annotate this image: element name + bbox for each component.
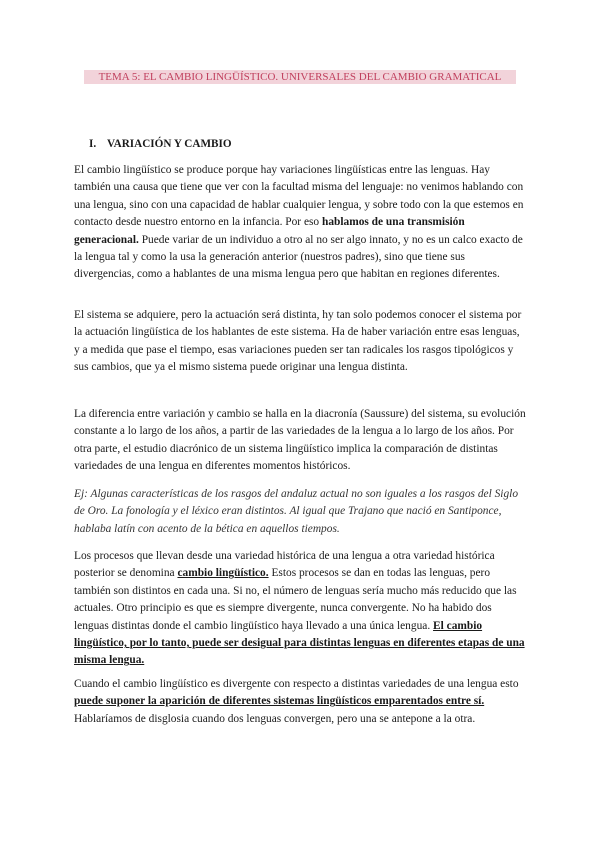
paragraph-5-conclusion: El cambio lingüístico, por lo tanto, puede ser desigual para distintas lenguas en diferentes etapas de una misma lengua. xyxy=(74,619,525,667)
paragraph-3: La diferencia entre variación y cambio se halla en la diacronía (Saussure) del sistema, su evolución constante a lo largo de los años, a partir de las variedades de la lengua a lo largo de los años. Por otra parte, el estudio diacrónico de un sistema lingüístico implica la comparación de distintas variedades de una lengua en diferentes momentos históricos. xyxy=(74,408,526,473)
paragraph-2: El sistema se adquiere, pero la actuación será distinta, hy tan solo podemos conocer el sistema por la actuación lingüística de los hablantes de este sistema. Ha de haber variación entre esas lenguas, y a medida que pase el tiempo, esas variaciones pueden ser tan radicales los rasgos tipológicos y sus cambios, que ya el mismo sistema puede originar una lengua distinta. xyxy=(74,309,522,374)
paragraph-5 xyxy=(74,548,526,670)
paragraph-6-key-phrase: puede suponer la aparición de diferentes sistemas lingüísticos emparentados entre sí. xyxy=(74,695,485,708)
paragraph-6-text-a: Cuando el cambio lingüístico es divergente con respecto a distintas variedades de una lengua esto xyxy=(74,678,519,690)
paragraph-1 xyxy=(74,162,526,284)
paragraph-5-text-a: Los procesos que llevan desde una variedad histórica de una lengua a otra variedad histórica posterior se denomina xyxy=(74,550,495,580)
paragraph-5-text-c: Estos procesos se dan en todas las lenguas, pero también son distintos en cada una. Si no, el número de lenguas sería mucho más reducido que las actuales. Otro principio es que es siempre divergente, nunca convergente. No ha habido dos lenguas distintas donde el cambio lingüístico haya llevado a una única lengua. xyxy=(74,567,517,632)
example-paragraph: Ej: Algunas características de los rasgos del andaluz actual no son iguales a los rasgos del Siglo de Oro. La fonología y el léxico eran distintos. Al igual que Trajano que nació en Santiponce, hablaba latín con acento de la bética en aquellos tiempos. xyxy=(74,488,519,535)
paragraph-1-text-a: El cambio lingüístico se produce porque hay variaciones lingüísticas entre las lenguas. Hay también una causa que tiene que ver con la facultad misma del lenguaje: no venimos hablando con una lengua, sino con una capacidad de hablar cualquier lengua, y sobre todo con la que estemos en contacto desde nuestro entorno en la infancia. Por eso xyxy=(74,164,524,229)
paragraph-6 xyxy=(74,676,526,728)
paragraph-6-text-c: Hablaríamos de disglosia cuando dos lenguas convergen, pero una se antepone a la otra. xyxy=(74,712,476,725)
paragraph-5-key-term: cambio lingüístico. xyxy=(177,567,269,580)
paragraph-1-bold: hablamos de una transmisión generacional. xyxy=(74,216,465,246)
paragraph-1-text-c: Puede variar de un individuo a otro al no ser algo innato, y no es un calco exacto de la lengua tal y como la usa la generación anterior (nuestros padres), sino que tiene sus divergencias, como a hablantes de una misma lengua pero que habitan en regiones diferentes. xyxy=(74,233,523,281)
section-heading xyxy=(89,136,232,153)
section-heading-text: VARIACIÓN Y CAMBIO xyxy=(107,138,232,150)
document-title: TEMA 5: EL CAMBIO LINGÜÍSTICO. UNIVERSALES DEL CAMBIO GRAMATICAL xyxy=(84,70,516,84)
section-number: I. xyxy=(89,138,97,150)
